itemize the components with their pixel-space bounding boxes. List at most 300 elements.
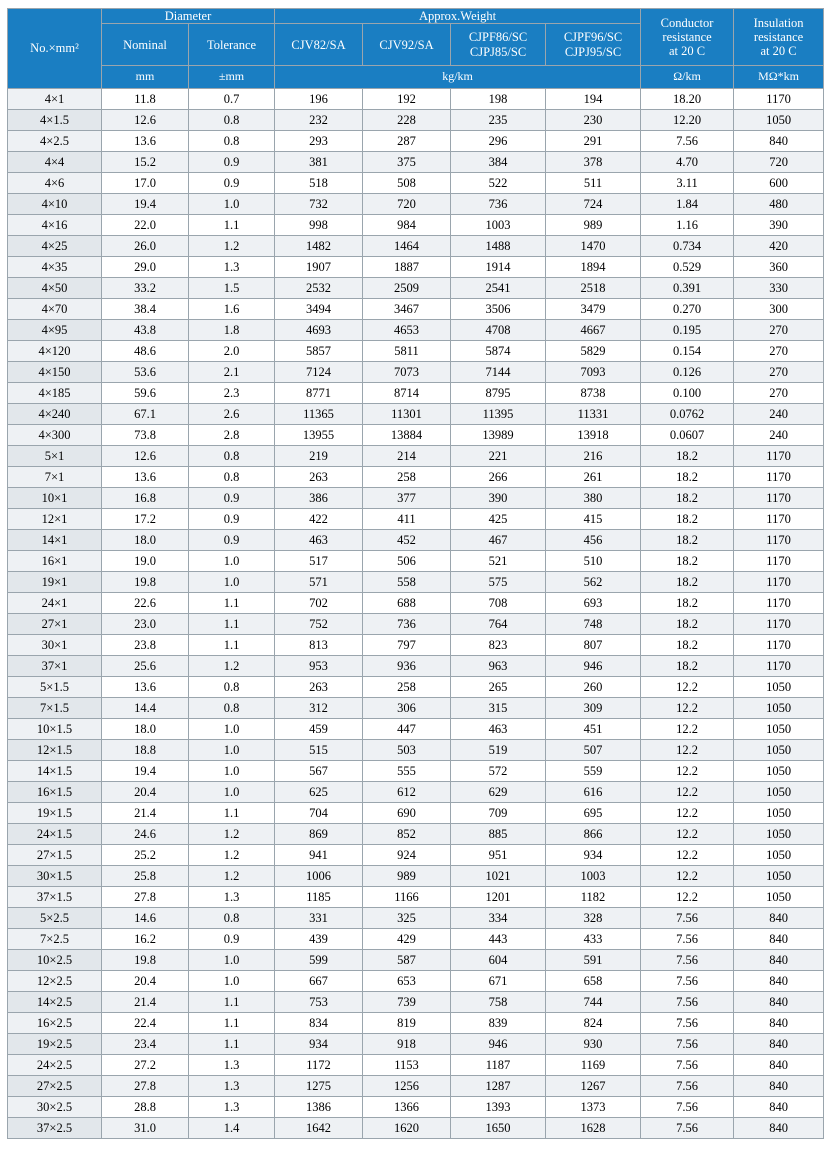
cell-size: 12×1.5: [8, 739, 102, 760]
cell-weight-cjpf86sc: 315: [451, 697, 546, 718]
cell-weight-cjpf96sc: 511: [546, 172, 641, 193]
cell-weight-cjpf86sc: 521: [451, 550, 546, 571]
cell-weight-cjpf96sc: 261: [546, 466, 641, 487]
cell-insulation-resistance: 360: [734, 256, 824, 277]
cell-weight-cjpf86sc: 839: [451, 1012, 546, 1033]
cell-conductor-resistance: 12.2: [641, 802, 734, 823]
cell-nominal-diameter: 17.0: [102, 172, 189, 193]
cell-weight-cjv82sa: 1386: [275, 1096, 363, 1117]
cell-conductor-resistance: 0.734: [641, 235, 734, 256]
cell-size: 16×1: [8, 550, 102, 571]
cell-conductor-resistance: 7.56: [641, 949, 734, 970]
cell-weight-cjpf96sc: 328: [546, 907, 641, 928]
cell-weight-cjv92sa: 429: [363, 928, 451, 949]
table-row: [8, 844, 824, 865]
cell-nominal-diameter: 18.0: [102, 718, 189, 739]
cell-weight-cjv82sa: 463: [275, 529, 363, 550]
cell-weight-cjv82sa: 1642: [275, 1117, 363, 1138]
cell-tolerance: 1.4: [189, 1117, 275, 1138]
cell-nominal-diameter: 43.8: [102, 319, 189, 340]
cell-weight-cjv92sa: 989: [363, 865, 451, 886]
cell-weight-cjv82sa: 869: [275, 823, 363, 844]
cell-conductor-resistance: 7.56: [641, 1075, 734, 1096]
table-row: [8, 445, 824, 466]
cell-weight-cjpf96sc: 433: [546, 928, 641, 949]
cell-weight-cjv82sa: 934: [275, 1033, 363, 1054]
cell-tolerance: 0.8: [189, 109, 275, 130]
header-conductor-resistance-line3: at 20 C: [669, 44, 706, 59]
cell-tolerance: 1.2: [189, 235, 275, 256]
table-row: [8, 802, 824, 823]
cell-weight-cjpf96sc: 1470: [546, 235, 641, 256]
cell-insulation-resistance: 720: [734, 151, 824, 172]
cell-size: 30×1: [8, 634, 102, 655]
cell-weight-cjpf86sc: 709: [451, 802, 546, 823]
cell-weight-cjpf86sc: 1914: [451, 256, 546, 277]
cell-weight-cjv82sa: 1482: [275, 235, 363, 256]
table-row: [8, 1012, 824, 1033]
cell-conductor-resistance: 18.2: [641, 592, 734, 613]
cell-tolerance: 1.3: [189, 1096, 275, 1117]
cell-insulation-resistance: 600: [734, 172, 824, 193]
cell-weight-cjpf86sc: 1488: [451, 235, 546, 256]
cell-weight-cjpf96sc: 2518: [546, 277, 641, 298]
cell-insulation-resistance: 840: [734, 1033, 824, 1054]
cell-size: 4×70: [8, 298, 102, 319]
cell-insulation-resistance: 1170: [734, 466, 824, 487]
unit-conductor-resistance: Ω/km: [641, 66, 734, 89]
cell-tolerance: 1.0: [189, 571, 275, 592]
cell-size: 4×1: [8, 88, 102, 109]
cell-weight-cjv82sa: 232: [275, 109, 363, 130]
cell-weight-cjv92sa: 5811: [363, 340, 451, 361]
cell-insulation-resistance: 480: [734, 193, 824, 214]
cell-weight-cjpf86sc: 758: [451, 991, 546, 1012]
cell-size: 37×2.5: [8, 1117, 102, 1138]
cell-weight-cjv82sa: 667: [275, 970, 363, 991]
cell-size: 19×2.5: [8, 1033, 102, 1054]
cell-weight-cjpf96sc: 415: [546, 508, 641, 529]
cell-insulation-resistance: 240: [734, 424, 824, 445]
cell-conductor-resistance: 12.2: [641, 718, 734, 739]
cell-insulation-resistance: 1050: [734, 886, 824, 907]
cell-nominal-diameter: 23.4: [102, 1033, 189, 1054]
cell-weight-cjpf96sc: 1182: [546, 886, 641, 907]
table-row: [8, 466, 824, 487]
table-row: [8, 697, 824, 718]
table-row: [8, 319, 824, 340]
cell-weight-cjpf96sc: 3479: [546, 298, 641, 319]
cell-conductor-resistance: 0.195: [641, 319, 734, 340]
cell-conductor-resistance: 12.2: [641, 739, 734, 760]
cell-weight-cjv82sa: 953: [275, 655, 363, 676]
cell-weight-cjpf86sc: 425: [451, 508, 546, 529]
cell-tolerance: 1.2: [189, 655, 275, 676]
cell-insulation-resistance: 240: [734, 403, 824, 424]
cell-weight-cjv92sa: 924: [363, 844, 451, 865]
header-insulation-resistance: [734, 9, 824, 66]
table-row: [8, 382, 824, 403]
cell-nominal-diameter: 13.6: [102, 466, 189, 487]
table-row: [8, 676, 824, 697]
header-weight-cjpf96sc-line1: CJPF96/SC: [563, 30, 623, 45]
cell-size: 27×1.5: [8, 844, 102, 865]
cell-conductor-resistance: 3.11: [641, 172, 734, 193]
cell-tolerance: 1.0: [189, 739, 275, 760]
cell-weight-cjv92sa: 228: [363, 109, 451, 130]
cell-tolerance: 1.3: [189, 1054, 275, 1075]
cell-weight-cjpf96sc: 989: [546, 214, 641, 235]
cell-weight-cjv92sa: 688: [363, 592, 451, 613]
cell-weight-cjpf86sc: 823: [451, 634, 546, 655]
cell-conductor-resistance: 18.2: [641, 655, 734, 676]
cell-weight-cjv82sa: 219: [275, 445, 363, 466]
cell-tolerance: 1.2: [189, 844, 275, 865]
cell-size: 19×1.5: [8, 802, 102, 823]
cell-insulation-resistance: 1050: [734, 676, 824, 697]
cell-weight-cjpf96sc: 230: [546, 109, 641, 130]
cell-weight-cjpf86sc: 235: [451, 109, 546, 130]
cell-conductor-resistance: 7.56: [641, 1012, 734, 1033]
cell-weight-cjpf86sc: 11395: [451, 403, 546, 424]
cell-weight-cjv82sa: 196: [275, 88, 363, 109]
cell-weight-cjv82sa: 625: [275, 781, 363, 802]
cell-weight-cjv92sa: 1166: [363, 886, 451, 907]
cell-weight-cjv82sa: 459: [275, 718, 363, 739]
header-weight-cjv82sa: CJV82/SA: [275, 24, 363, 66]
cell-weight-cjv82sa: 381: [275, 151, 363, 172]
cell-weight-cjv82sa: 2532: [275, 277, 363, 298]
table-row: [8, 403, 824, 424]
cell-conductor-resistance: 18.2: [641, 634, 734, 655]
cell-weight-cjv92sa: 612: [363, 781, 451, 802]
cell-weight-cjv92sa: 11301: [363, 403, 451, 424]
cell-weight-cjv82sa: 439: [275, 928, 363, 949]
cell-nominal-diameter: 25.8: [102, 865, 189, 886]
cell-insulation-resistance: 330: [734, 277, 824, 298]
cell-nominal-diameter: 22.4: [102, 1012, 189, 1033]
cell-weight-cjv92sa: 720: [363, 193, 451, 214]
cell-nominal-diameter: 15.2: [102, 151, 189, 172]
cell-weight-cjv92sa: 587: [363, 949, 451, 970]
cell-nominal-diameter: 20.4: [102, 781, 189, 802]
cell-size: 4×150: [8, 361, 102, 382]
cell-weight-cjpf96sc: 4667: [546, 319, 641, 340]
cell-tolerance: 2.0: [189, 340, 275, 361]
cell-weight-cjv92sa: 447: [363, 718, 451, 739]
cell-insulation-resistance: 1050: [734, 109, 824, 130]
table-row: [8, 823, 824, 844]
header-weight-cjv92sa: CJV92/SA: [363, 24, 451, 66]
cell-weight-cjv92sa: 503: [363, 739, 451, 760]
table-row: [8, 886, 824, 907]
cell-nominal-diameter: 19.8: [102, 949, 189, 970]
cell-insulation-resistance: 1170: [734, 613, 824, 634]
cell-weight-cjv82sa: 422: [275, 508, 363, 529]
cell-nominal-diameter: 16.8: [102, 487, 189, 508]
cell-insulation-resistance: 1170: [734, 88, 824, 109]
cell-nominal-diameter: 20.4: [102, 970, 189, 991]
cell-weight-cjv92sa: 1153: [363, 1054, 451, 1075]
cell-weight-cjv82sa: 1172: [275, 1054, 363, 1075]
cell-weight-cjv92sa: 852: [363, 823, 451, 844]
cell-tolerance: 1.0: [189, 781, 275, 802]
unit-nominal: mm: [102, 66, 189, 89]
table-row: [8, 235, 824, 256]
cell-weight-cjpf86sc: 296: [451, 130, 546, 151]
cell-size: 24×2.5: [8, 1054, 102, 1075]
cell-nominal-diameter: 48.6: [102, 340, 189, 361]
cell-nominal-diameter: 27.2: [102, 1054, 189, 1075]
cell-tolerance: 0.8: [189, 130, 275, 151]
cell-weight-cjpf86sc: 764: [451, 613, 546, 634]
cell-conductor-resistance: 0.529: [641, 256, 734, 277]
cell-weight-cjpf96sc: 616: [546, 781, 641, 802]
unit-tolerance: ±mm: [189, 66, 275, 89]
cell-tolerance: 0.9: [189, 508, 275, 529]
cell-tolerance: 1.1: [189, 592, 275, 613]
cell-size: 12×1: [8, 508, 102, 529]
cell-size: 14×2.5: [8, 991, 102, 1012]
cell-size: 4×6: [8, 172, 102, 193]
cell-weight-cjpf96sc: 1628: [546, 1117, 641, 1138]
cell-conductor-resistance: 7.56: [641, 1117, 734, 1138]
cell-tolerance: 1.0: [189, 949, 275, 970]
cell-insulation-resistance: 840: [734, 1075, 824, 1096]
cell-size: 7×1.5: [8, 697, 102, 718]
cell-size: 4×185: [8, 382, 102, 403]
cell-conductor-resistance: 12.2: [641, 844, 734, 865]
cell-insulation-resistance: 270: [734, 319, 824, 340]
cell-size: 5×2.5: [8, 907, 102, 928]
cell-size: 4×35: [8, 256, 102, 277]
cell-weight-cjv82sa: 293: [275, 130, 363, 151]
cell-nominal-diameter: 24.6: [102, 823, 189, 844]
cell-weight-cjv82sa: 752: [275, 613, 363, 634]
cell-tolerance: 0.8: [189, 697, 275, 718]
cell-nominal-diameter: 13.6: [102, 676, 189, 697]
cell-size: 10×1: [8, 487, 102, 508]
cell-size: 4×16: [8, 214, 102, 235]
cell-insulation-resistance: 1170: [734, 550, 824, 571]
cell-weight-cjpf86sc: 519: [451, 739, 546, 760]
cell-nominal-diameter: 18.0: [102, 529, 189, 550]
cell-conductor-resistance: 18.20: [641, 88, 734, 109]
cell-insulation-resistance: 1050: [734, 760, 824, 781]
cell-size: 30×2.5: [8, 1096, 102, 1117]
table-row: [8, 130, 824, 151]
table-row: [8, 1075, 824, 1096]
cell-weight-cjpf86sc: 963: [451, 655, 546, 676]
cell-size: 24×1: [8, 592, 102, 613]
cell-tolerance: 1.1: [189, 1033, 275, 1054]
cell-weight-cjv82sa: 704: [275, 802, 363, 823]
header-weight-group: Approx.Weight: [275, 9, 641, 24]
cell-tolerance: 1.0: [189, 970, 275, 991]
cell-weight-cjpf86sc: 8795: [451, 382, 546, 403]
cell-nominal-diameter: 22.6: [102, 592, 189, 613]
cell-nominal-diameter: 53.6: [102, 361, 189, 382]
cell-conductor-resistance: 7.56: [641, 130, 734, 151]
table-row: [8, 487, 824, 508]
table-row: [8, 907, 824, 928]
cell-weight-cjpf96sc: 1267: [546, 1075, 641, 1096]
cell-weight-cjpf86sc: 1187: [451, 1054, 546, 1075]
cell-insulation-resistance: 1170: [734, 634, 824, 655]
cell-weight-cjv92sa: 325: [363, 907, 451, 928]
cell-weight-cjv82sa: 518: [275, 172, 363, 193]
header-weight-cjpf86sc-line2: CJPJ85/SC: [469, 44, 527, 59]
cell-size: 4×10: [8, 193, 102, 214]
cell-conductor-resistance: 18.2: [641, 613, 734, 634]
cell-conductor-resistance: 0.126: [641, 361, 734, 382]
cell-conductor-resistance: 0.100: [641, 382, 734, 403]
table-row: [8, 361, 824, 382]
cell-insulation-resistance: 1050: [734, 865, 824, 886]
cell-weight-cjv82sa: 4693: [275, 319, 363, 340]
table-row: [8, 1054, 824, 1075]
cell-weight-cjpf86sc: 1021: [451, 865, 546, 886]
cell-weight-cjv82sa: 5857: [275, 340, 363, 361]
cell-tolerance: 1.2: [189, 823, 275, 844]
cell-weight-cjpf96sc: 1003: [546, 865, 641, 886]
cell-weight-cjv82sa: 753: [275, 991, 363, 1012]
cell-insulation-resistance: 840: [734, 928, 824, 949]
cell-size: 16×1.5: [8, 781, 102, 802]
table-row: [8, 340, 824, 361]
table-row: [8, 571, 824, 592]
cell-tolerance: 1.1: [189, 802, 275, 823]
cell-weight-cjpf86sc: 522: [451, 172, 546, 193]
cell-tolerance: 1.1: [189, 1012, 275, 1033]
cell-size: 24×1.5: [8, 823, 102, 844]
header-nominal: Nominal: [102, 24, 189, 66]
cell-weight-cjpf86sc: 3506: [451, 298, 546, 319]
cell-conductor-resistance: 18.2: [641, 550, 734, 571]
cell-tolerance: 1.6: [189, 298, 275, 319]
cell-tolerance: 0.9: [189, 928, 275, 949]
cell-tolerance: 2.1: [189, 361, 275, 382]
cell-weight-cjpf86sc: 604: [451, 949, 546, 970]
cell-weight-cjv82sa: 11365: [275, 403, 363, 424]
cell-weight-cjpf86sc: 463: [451, 718, 546, 739]
cell-nominal-diameter: 19.4: [102, 760, 189, 781]
cell-weight-cjpf96sc: 456: [546, 529, 641, 550]
cell-insulation-resistance: 840: [734, 970, 824, 991]
cell-weight-cjpf96sc: 559: [546, 760, 641, 781]
header-weight-cjpf86sc: [451, 24, 546, 66]
cell-nominal-diameter: 73.8: [102, 424, 189, 445]
cell-nominal-diameter: 23.8: [102, 634, 189, 655]
cell-nominal-diameter: 25.2: [102, 844, 189, 865]
cell-weight-cjpf86sc: 5874: [451, 340, 546, 361]
cell-size: 4×300: [8, 424, 102, 445]
header-insulation-resistance-line3: at 20 C: [760, 44, 797, 59]
cell-insulation-resistance: 1170: [734, 529, 824, 550]
cell-weight-cjv82sa: 599: [275, 949, 363, 970]
cell-conductor-resistance: 0.154: [641, 340, 734, 361]
cell-weight-cjv82sa: 13955: [275, 424, 363, 445]
cell-weight-cjpf96sc: 693: [546, 592, 641, 613]
cell-insulation-resistance: 1050: [734, 844, 824, 865]
cell-weight-cjpf96sc: 591: [546, 949, 641, 970]
header-conductor-resistance-line1: Conductor: [660, 15, 714, 30]
cell-weight-cjpf86sc: 1003: [451, 214, 546, 235]
table-row: [8, 424, 824, 445]
table-row: [8, 592, 824, 613]
cell-conductor-resistance: 1.16: [641, 214, 734, 235]
cell-nominal-diameter: 14.6: [102, 907, 189, 928]
cell-tolerance: 0.8: [189, 676, 275, 697]
cell-weight-cjv82sa: 998: [275, 214, 363, 235]
cell-weight-cjpf86sc: 13989: [451, 424, 546, 445]
cell-weight-cjpf86sc: 266: [451, 466, 546, 487]
cell-size: 10×2.5: [8, 949, 102, 970]
cell-weight-cjv82sa: 732: [275, 193, 363, 214]
cell-weight-cjv92sa: 739: [363, 991, 451, 1012]
cable-specification-table: [7, 8, 824, 1139]
cell-insulation-resistance: 1050: [734, 823, 824, 844]
cell-weight-cjv92sa: 936: [363, 655, 451, 676]
table-row: [8, 781, 824, 802]
table-row: [8, 151, 824, 172]
cell-insulation-resistance: 1050: [734, 781, 824, 802]
cell-weight-cjv92sa: 984: [363, 214, 451, 235]
cell-tolerance: 1.8: [189, 319, 275, 340]
cell-weight-cjpf86sc: 951: [451, 844, 546, 865]
cell-conductor-resistance: 7.56: [641, 1033, 734, 1054]
cell-weight-cjv82sa: 517: [275, 550, 363, 571]
cell-weight-cjpf96sc: 1169: [546, 1054, 641, 1075]
table-row: [8, 1033, 824, 1054]
cell-weight-cjv82sa: 571: [275, 571, 363, 592]
cell-weight-cjpf96sc: 11331: [546, 403, 641, 424]
cell-insulation-resistance: 270: [734, 361, 824, 382]
unit-weight: kg/km: [275, 66, 641, 89]
cell-weight-cjpf96sc: 291: [546, 130, 641, 151]
cell-weight-cjpf96sc: 946: [546, 655, 641, 676]
cell-nominal-diameter: 22.0: [102, 214, 189, 235]
cell-weight-cjpf96sc: 724: [546, 193, 641, 214]
cell-size: 4×95: [8, 319, 102, 340]
cell-conductor-resistance: 0.0607: [641, 424, 734, 445]
cell-nominal-diameter: 38.4: [102, 298, 189, 319]
cell-weight-cjpf96sc: 8738: [546, 382, 641, 403]
cell-size: 4×240: [8, 403, 102, 424]
cell-tolerance: 0.9: [189, 172, 275, 193]
cell-nominal-diameter: 26.0: [102, 235, 189, 256]
cell-insulation-resistance: 840: [734, 907, 824, 928]
cell-nominal-diameter: 18.8: [102, 739, 189, 760]
cell-weight-cjv92sa: 7073: [363, 361, 451, 382]
header-insulation-resistance-line2: resistance: [753, 29, 804, 44]
cell-insulation-resistance: 1170: [734, 445, 824, 466]
table-row: [8, 1096, 824, 1117]
cell-weight-cjv92sa: 653: [363, 970, 451, 991]
cell-weight-cjpf96sc: 744: [546, 991, 641, 1012]
table-row: [8, 550, 824, 571]
cell-weight-cjv92sa: 1256: [363, 1075, 451, 1096]
cell-weight-cjpf86sc: 2541: [451, 277, 546, 298]
cell-nominal-diameter: 21.4: [102, 802, 189, 823]
header-size: No.×mm²: [8, 9, 102, 89]
table-row: [8, 949, 824, 970]
cell-weight-cjpf86sc: 7144: [451, 361, 546, 382]
cell-insulation-resistance: 840: [734, 130, 824, 151]
cell-conductor-resistance: 18.2: [641, 466, 734, 487]
cell-weight-cjv92sa: 2509: [363, 277, 451, 298]
cell-weight-cjpf86sc: 575: [451, 571, 546, 592]
